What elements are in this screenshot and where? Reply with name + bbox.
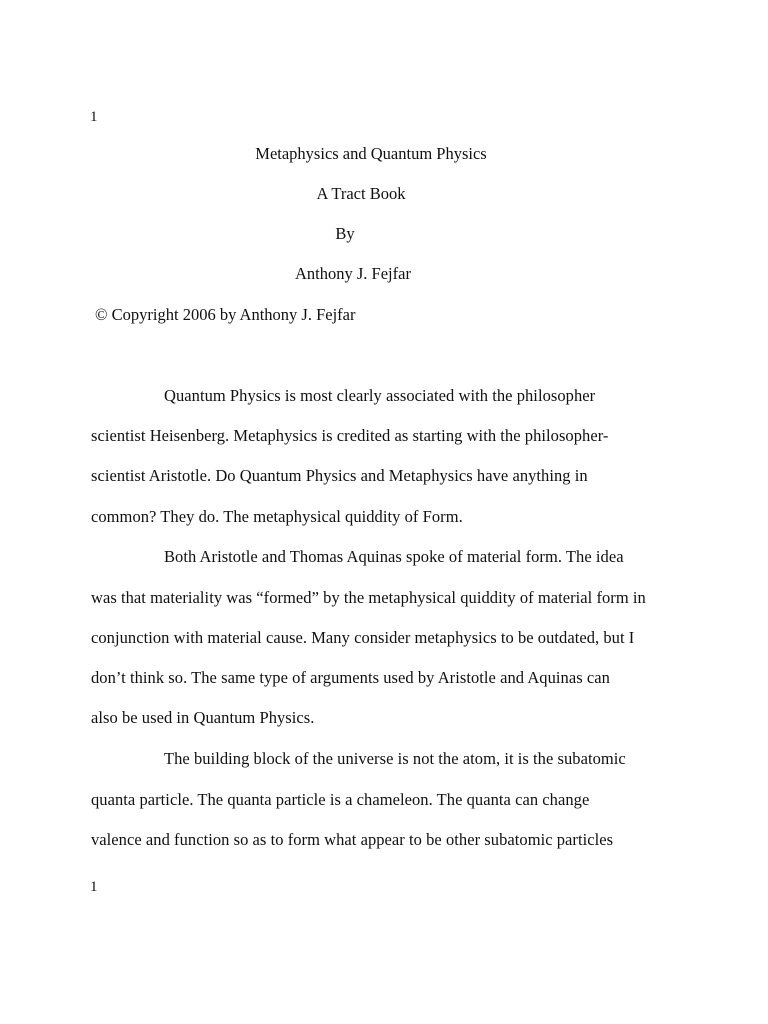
copyright-notice: © Copyright 2006 by Anthony J. Fejfar bbox=[95, 305, 356, 324]
body-line: valence and function so as to form what appear to be other subatomic particles bbox=[91, 830, 614, 849]
body-line: also be used in Quantum Physics. bbox=[91, 708, 315, 727]
document-title: Metaphysics and Quantum Physics bbox=[255, 144, 487, 163]
body-line: Quantum Physics is most clearly associated with the philosopher bbox=[164, 386, 596, 405]
body-line: scientist Aristotle. Do Quantum Physics and Metaphysics have anything in bbox=[91, 466, 588, 485]
footer-page-number: 1 bbox=[90, 879, 98, 895]
body-line: conjunction with material cause. Many consider metaphysics to be outdated, but I bbox=[91, 628, 635, 647]
body-line: quanta particle. The quanta particle is a chameleon. The quanta can change bbox=[91, 790, 590, 809]
author-name: Anthony J. Fejfar bbox=[295, 264, 411, 283]
body-line: was that materiality was “formed” by the metaphysical quiddity of material form in bbox=[91, 588, 646, 607]
body-line: scientist Heisenberg. Metaphysics is credited as starting with the philosopher- bbox=[91, 426, 609, 445]
body-line: don’t think so. The same type of arguments used by Aristotle and Aquinas can bbox=[91, 668, 610, 687]
body-line: common? They do. The metaphysical quiddity of Form. bbox=[91, 507, 463, 526]
body-line: The building block of the universe is not the atom, it is the subatomic bbox=[164, 749, 626, 768]
document-subtitle: A Tract Book bbox=[316, 184, 406, 203]
header-page-number: 1 bbox=[90, 109, 98, 125]
body-line: Both Aristotle and Thomas Aquinas spoke of material form. The idea bbox=[164, 547, 624, 566]
byline-by: By bbox=[335, 224, 355, 243]
